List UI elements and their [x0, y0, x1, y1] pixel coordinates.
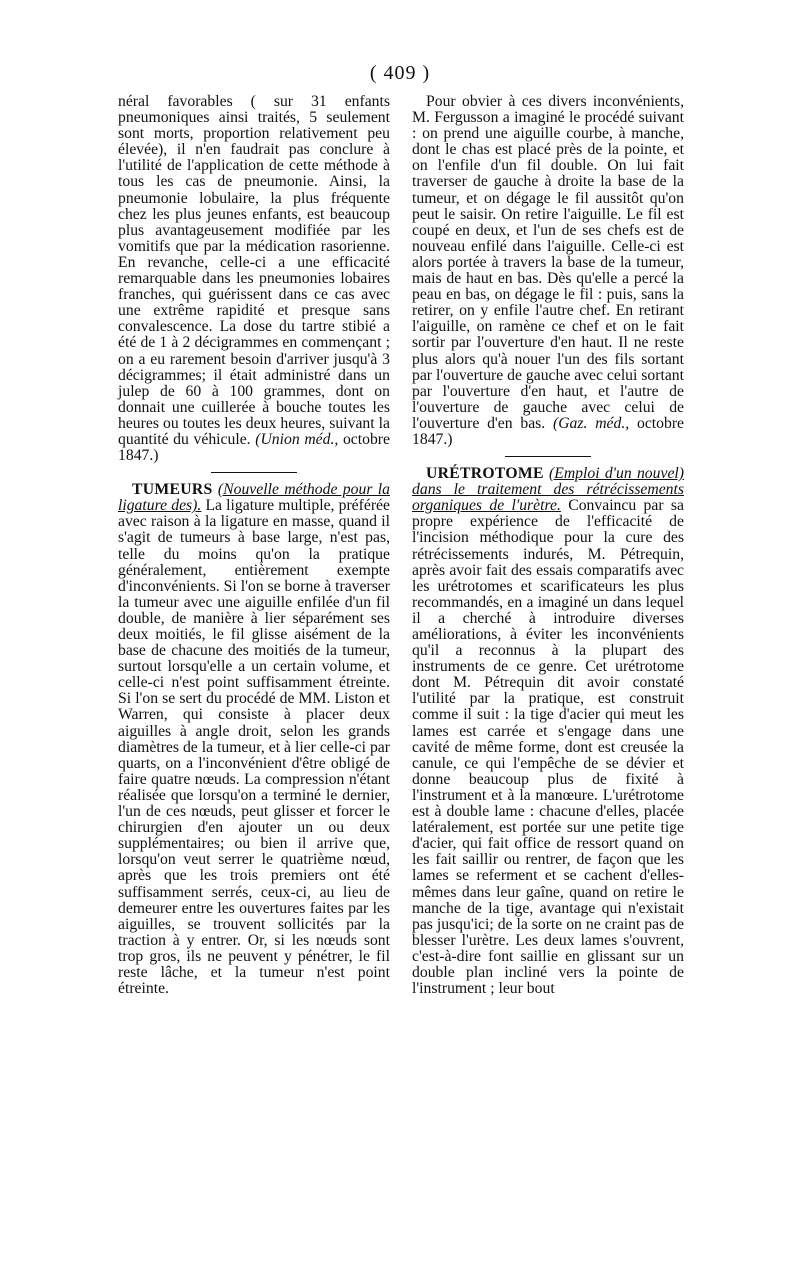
- right-citation-date: octobre 1847.): [412, 414, 685, 448]
- right-continuation-text: Pour obvier à ces divers inconvénients, M. Fergusson a imaginé le procédé suivant : on prend une aiguille courbe, à manche, dont le chas est placé près de la pointe, et on l'enfile d'un fil double. On lui fait traverser de gauche à droite la base de la tumeur, et on dégage le fil aussitôt qu'on peut le saisir. On retire l'aiguille. Le fil est coupé en deux, et l'un de ses chefs est de nouveau enfilé dans l'aiguille. Celle-ci est alors portée à travers la base de la tumeur, mais de haut en bas. Dès qu'elle a percé la peau en bas, on dégage le fil : puis, sans la retirer, on y enfile l'autre chef. En retirant l'aiguille, on ramène ce chef et on le fait sortir par l'ouverture d'en haut. Il ne reste plus alors qu'à nouer l'un des fils sortant par l'ouverture de gauche avec celui sortant par l'ouverture d'en haut, et l'autre de l'ouverture de gauche avec celui de l'ouverture d'en bas.: [412, 93, 684, 432]
- right-citation-source: (Gaz. méd.,: [552, 414, 630, 432]
- left-column: [118, 94, 390, 997]
- uretrotome-article: [412, 466, 684, 997]
- right-column: [412, 94, 684, 997]
- tumeurs-heading: TUMEURS: [132, 481, 213, 499]
- uretrotome-body: Convaincu par sa propre expérience de l'efficacité de l'incision méthodique pour la cure des rétrécissements indurés, M. Pétrequin, après avoir fait des essais comparatifs avec les urétrotomes et scarificateurs les plus recommandés, en a imaginé un dans lequel il a cherché à introduire diverses améliorations, à éviter les inconvénients qu'il a reconnus à la plupart des instruments de ce genre. Cet urétrotome dont M. Pétrequin dit avoir constaté l'utilité par la pratique, est construit comme il suit : la tige d'acier qui meut les lames est carrée et s'engage dans une cavité de même forme, dont est creusée la canule, ce qui l'empêche de se dévier et donne beaucoup plus de fixité à l'instrument et à la manœure. L'urétrotome est à double lame : chacune d'elles, placée latéralement, est portée sur une petite tige d'acier, qui fait office de ressort quand on les fait saillir ou rentrer, de façon que les lames se referment et se cachent d'elles-mêmes dans leur gaîne, quand on retire le manche de la tige, avantage qui n'existait pas jusqu'ici; de la sorte on ne craint pas de blesser l'urètre. Les deux lames s'ouvrent, c'est-à-dire font saillie en glissant sur un double plan incliné vers la pointe de l'instrument ; leur bout: [412, 497, 684, 998]
- uretrotome-subtitle: (Emploi d'un nouvel) dans le traitement des rétrécissements organiques de l'urètre.: [412, 465, 684, 515]
- tumeurs-body: La ligature multiple, préférée avec raison à la ligature en masse, quand il s'agit de tumeurs à base large, n'est pas, telle du moins qu'on la pratique généralement, entièrement exempte d'inconvénients. Si l'on se borne à traverser la tumeur avec une aiguille enfilée d'un fil double, de manière à lier séparément ses deux moitiés, le fil glisse aisément de la base de chacune des moitiés de la tumeur, surtout lorsqu'elle a un certain volume, et celle-ci n'est point suffisamment étreinte. Si l'on se sert du procédé de MM. Liston et Warren, qui consiste à placer deux aiguilles à angle droit, selon les grands diamètres de la tumeur, et à lier celle-ci par quarts, on a l'inconvénient d'être obligé de faire quatre nœuds. La compression n'étant réalisée que lorsqu'on a terminé le dernier, l'un de ces nœuds, peut glisser et forcer le chirurgien d'en ajouter un ou deux supplémentaires; ou bien il arrive que, lorsqu'on veut serrer le quatrième nœud, après que les trois premiers ont été suffisamment serrés, ceux-ci, au lieu de demeurer entre les ouvertures faites par les aiguilles, se trouvent sollicités par la traction à y entrer. Or, si les nœuds sont trop gros, ils ne peuvent y pénétrer, le fil reste lâche, et la tumeur n'est point étreinte.: [118, 497, 390, 998]
- uretrotome-heading: URÉTROTOME: [426, 465, 544, 483]
- right-continuation-paragraph: [412, 94, 684, 448]
- page-number: ( 409 ): [369, 62, 431, 84]
- tumeurs-article: [118, 482, 390, 997]
- left-citation-date: octobre 1847.): [118, 430, 390, 465]
- left-citation-source: (Union méd.,: [255, 430, 339, 448]
- tumeurs-subtitle: (Nouvelle méthode pour la ligature des).: [118, 481, 390, 515]
- section-divider-left: [211, 472, 297, 473]
- section-divider-right: [505, 456, 591, 457]
- left-continuation-paragraph: [118, 94, 390, 464]
- left-continuation-text: néral favorables ( sur 31 enfants pneumoniques ainsi traités, 5 seulement sont morts, proportion relativement peu élevée), il n'en faudrait pas conclure à l'utilité de l'application de cette méthode à tous les cas de pneumonie. Ainsi, la pneumonie lobulaire, la plus fréquente chez les plus jeunes enfants, est beaucoup plus avantageusement modifiée par les vomitifs que par la médication rasorienne. En revanche, celle-ci a une efficacité remarquable dans les pneumonies lobaires franches, qui guérissent dans ce cas avec une extrême rapidité et presque sans convalescence. La dose du tartre stibié a été de 1 à 2 décigrammes en commençant ; on a eu rarement besoin d'arriver jusqu'à 3 décigrammes; il était administré dans un julep de 60 à 100 grammes, dont on donnait une cuillerée à bouche toutes les heures ou toutes les deux heures, suivant la quantité du véhicule.: [118, 93, 390, 448]
